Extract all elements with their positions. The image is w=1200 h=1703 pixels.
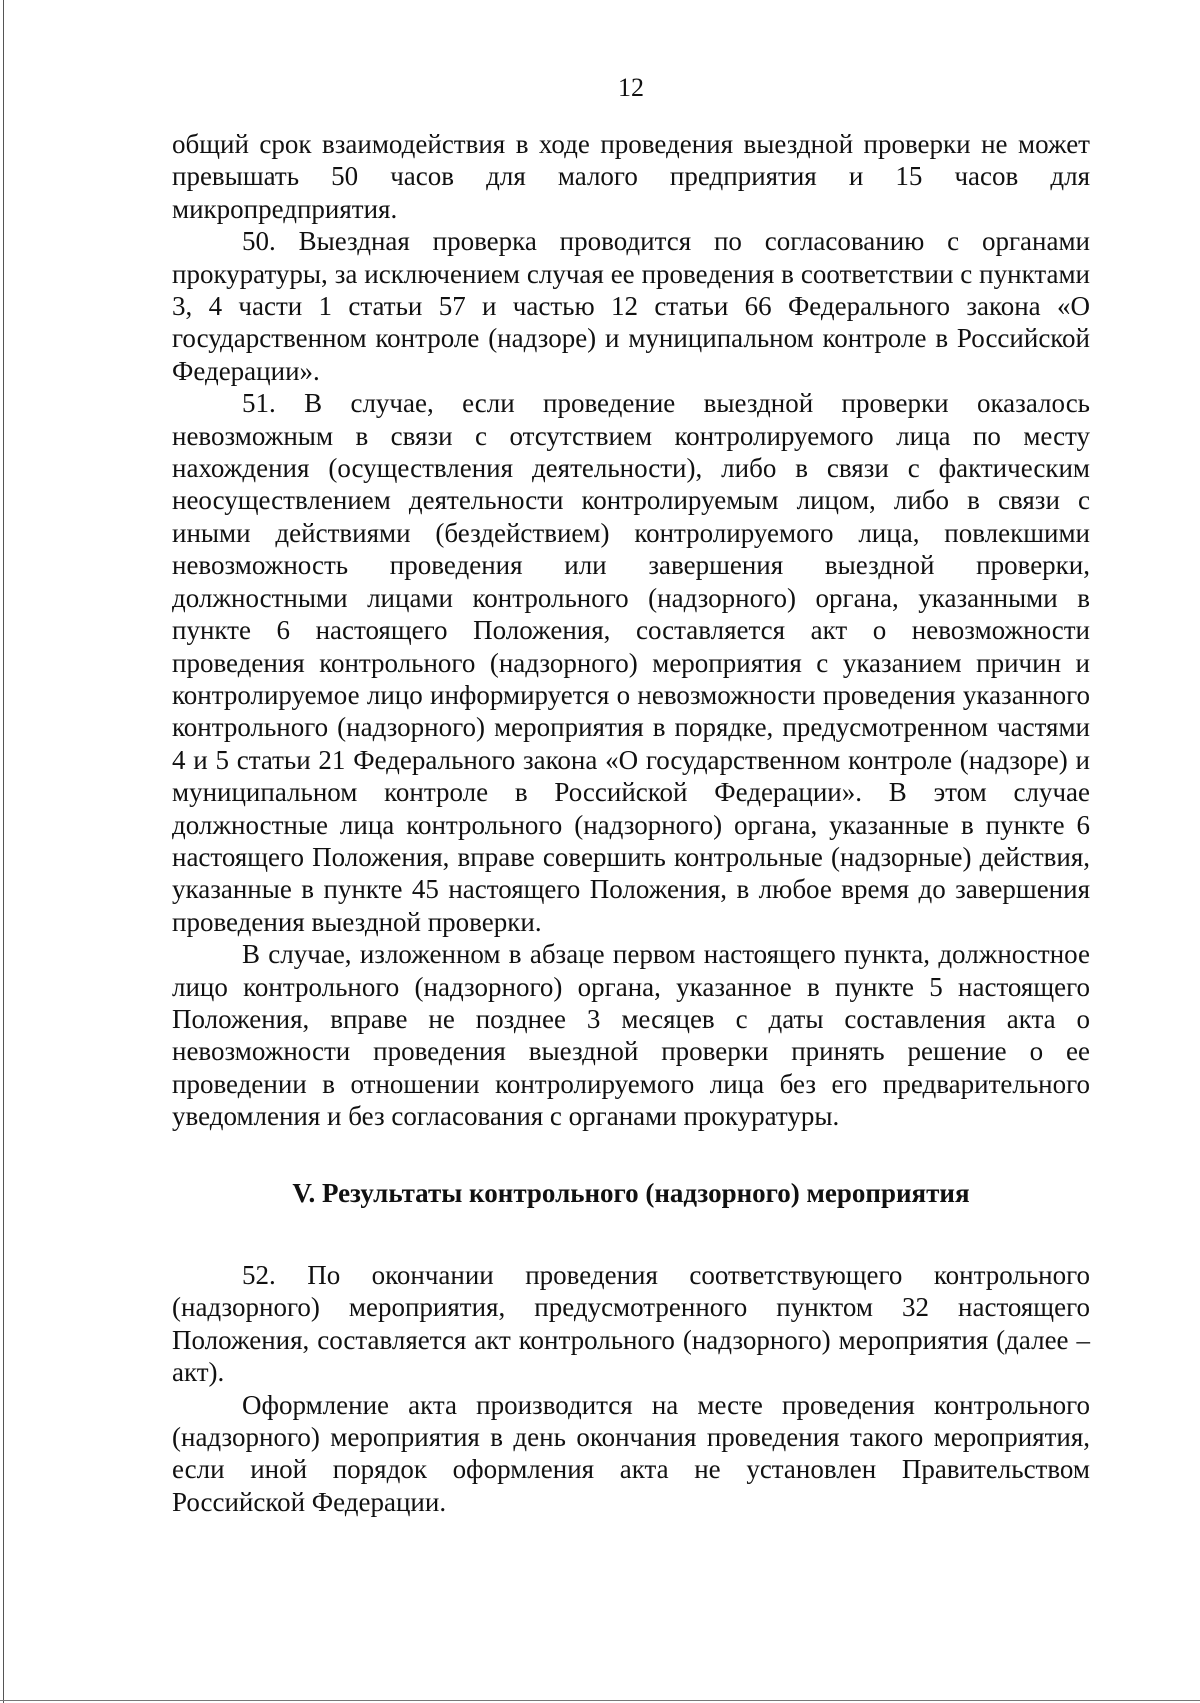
page-number: 12: [618, 73, 644, 102]
paragraph-52: 52. По окончании проведения соответствующего контрольного (надзорного) мероприятия, предусмотренного пунктом 32 настоящего Положения, составляется акт контрольного (надзорного) мероприятия (далее – акт).: [172, 1260, 1090, 1388]
paragraph-51-second: В случае, изложенном в абзаце первом настоящего пункта, должностное лицо контрольного (надзорного) органа, указанное в пункте 5 настоящего Положения, вправе не позднее 3 месяцев с даты составления акта о невозможности проведения выездной проверки принять решение о ее проведении в отношении контролируемого лица без его предварительного уведомления и без согласования с органами прокуратуры.: [172, 939, 1090, 1132]
paragraph-continuation: общий срок взаимодействия в ходе проведения выездной проверки не может превышать 50 часов для малого предприятия и 15 часов для микропредприятия.: [172, 129, 1090, 224]
paragraph-51: 51. В случае, если проведение выездной проверки оказалось невозможным в связи с отсутствием контролируемого лица по месту нахождения (осуществления деятельности), либо в связи с фактическим неосуществлением деятельности контролируемым лицом, либо в связи с иными действиями (бездействием) контролируемого лица, повлекшими невозможность проведения или завершения выездной проверки, должностными лицами контрольного (надзорного) органа, указанными в пункте 6 настоящего Положения, составляется акт о невозможности проведения контрольного (надзорного) мероприятия с указанием причин и контролируемое лицо информируется о невозможности проведения указанного контрольного (надзорного) мероприятия в порядке, предусмотренном частями 4 и 5 статьи 21 Федерального закона «О государственном контроле (надзоре) и муниципальном контроле в Российской Федерации». В этом случае должностные лица контрольного (надзорного) органа, указанные в пункте 6 настоящего Положения, вправе совершить контрольные (надзорные) действия, указанные в пункте 45 настоящего Положения, в любое время до завершения проведения выездной проверки.: [172, 388, 1090, 937]
paragraph-52-second: Оформление акта производится на месте проведения контрольного (надзорного) мероприятия в день окончания проведения такого мероприятия, если иной порядок оформления акта не установлен Правительством Российской Федерации.: [172, 1389, 1090, 1517]
scan-edge-left: [3, 0, 4, 1703]
scan-edge-bottom: [0, 1700, 1200, 1701]
paragraph-50: 50. Выездная проверка проводится по согласованию с органами прокуратуры, за исключением случая ее проведения в соответствии с пунктами 3, 4 части 1 статьи 57 и частью 12 статьи 66 Федерального закона «О государственном контроле (надзоре) и муниципальном контроле в Российской Федерации».: [172, 226, 1090, 386]
document-body: [172, 128, 1090, 1518]
section-heading: V. Результаты контрольного (надзорного) мероприятия: [292, 1177, 970, 1208]
